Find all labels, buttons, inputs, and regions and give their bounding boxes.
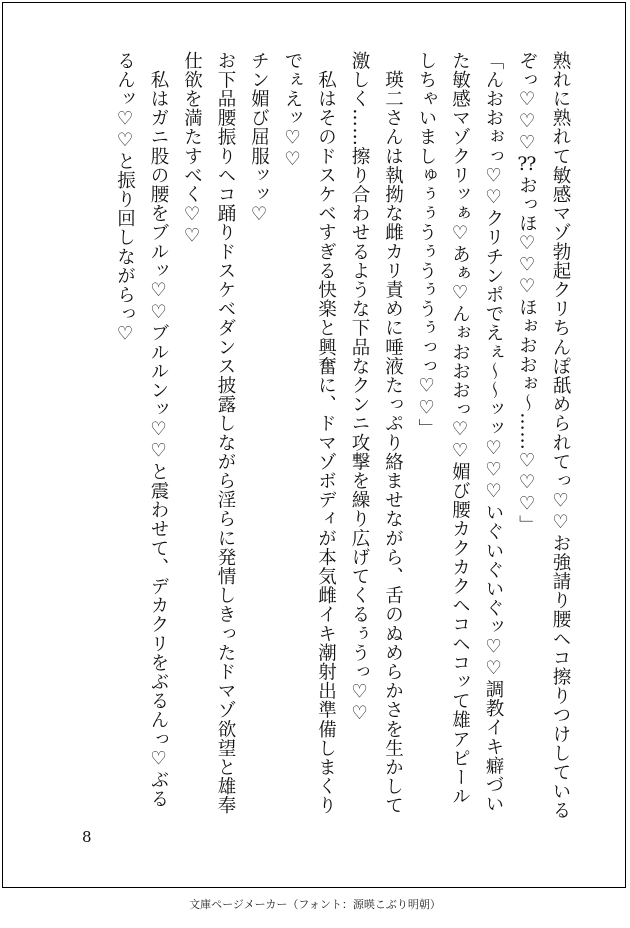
page-number: 8 [82,828,92,846]
paragraph: 私はガニ股の腰をブルッ♡♡ブルルンッ♡♡と震わせて、デカクリをぶるんっ♡ぶるるんッ♡♡と振り回しながらっ♡ [114,51,169,809]
paragraph: お下品腰振りヘコ踊りドスケベダンス披露しながら淫らに発情しきったドマゾ欲望と雄奉仕欲を満たすべく♡♡ [181,51,236,815]
paragraph: チン媚び屈服ッッ♡ [248,51,270,226]
paragraph: 瑛二さんは執拗な雌カリ責めに唾液たっぷり絡ませながら、舌のぬめらかさを生かして激しく……擦り合わせるような下品なクンニ攻撃を繰り広げてくるぅうっ♡♡ [349,51,404,815]
vertical-text-body [37,51,577,821]
paragraph: 熟れに熟れて敏感マゾ勃起クリちんぽ舐められてっ♡♡お強請り腰ヘコ擦りつけしているぞっ♡♡♡⁇おっほ♡♡♡ほぉおおぉ〜……♡♡♡」 [516,51,571,820]
page-frame [2,2,626,888]
footer-credit: 文庫ページメーカー（フォント：源暎こぶり明朝） [189,898,441,911]
paragraph: 私はそのドスケベすぎる快楽と興奮に、ドマゾボディが本気雌イキ潮射出準備しまくりでぇえッ♡♡ [282,51,337,815]
paragraph: 「んおおぉっ♡♡クリチンポでえぇ〜〜ッッ♡♡♡いぐいぐいぐッ♡♡調教イキ癖づいた敏感マゾクリッぁ♡あぁ♡んぉおおおっ♡♡媚び腰カクカクヘコヘコッて雄アピールしちゃいましゅぅぅうぅうぅうぅっっ♡♡」 [416,51,504,814]
